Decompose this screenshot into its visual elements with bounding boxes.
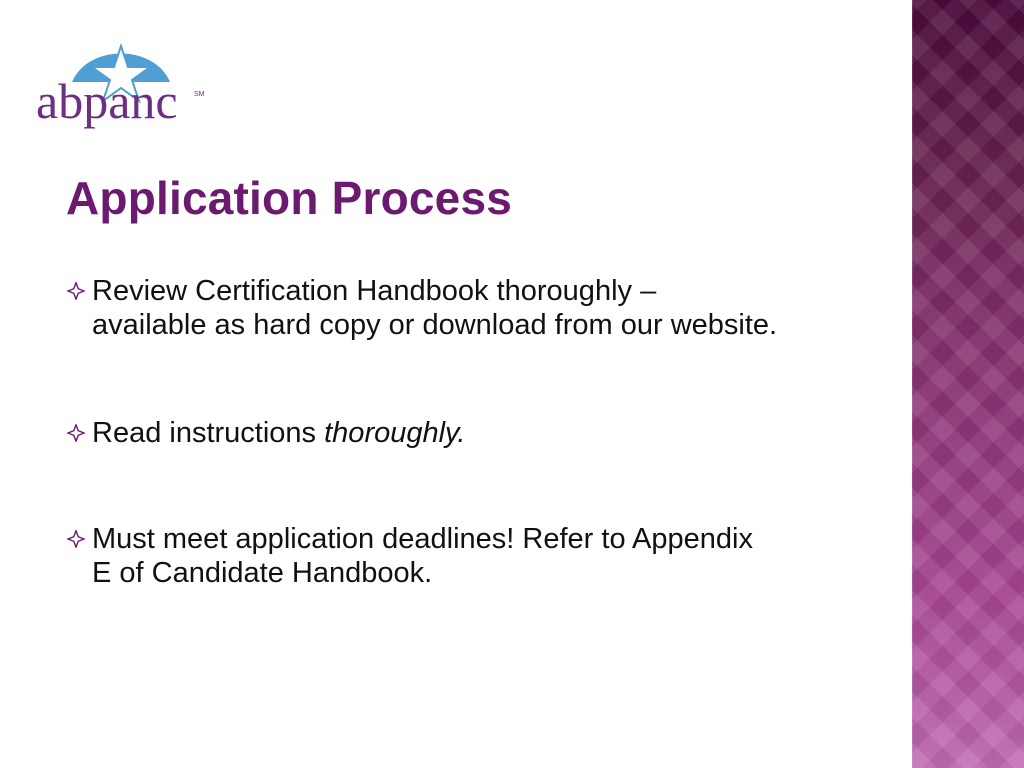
bullet-text bbox=[92, 274, 900, 342]
sparkle-diamond-icon bbox=[60, 524, 92, 556]
abpanc-logo bbox=[36, 34, 206, 134]
sparkle-diamond-icon bbox=[60, 276, 92, 308]
bullet-item-deadlines bbox=[60, 522, 900, 590]
bullet-text-emphasis: thoroughly. bbox=[324, 417, 466, 449]
logo-service-mark: SM bbox=[194, 91, 205, 98]
page-title: Application Process bbox=[66, 172, 513, 224]
bullet-item-review-handbook bbox=[60, 274, 900, 342]
bullet-text bbox=[92, 522, 900, 590]
bullet-item-read-instructions bbox=[60, 416, 900, 450]
sparkle-diamond-icon bbox=[60, 418, 92, 450]
bullet-line: available as hard copy or download from our website. bbox=[92, 309, 778, 341]
bullet-text-prefix: Read instructions bbox=[92, 417, 325, 449]
bullet-text bbox=[92, 416, 900, 450]
bullet-line: Review Certification Handbook thoroughly – bbox=[92, 275, 657, 307]
bullet-line: Must meet application deadlines! Refer to Appendix bbox=[92, 523, 753, 555]
logo-wordmark: abpanc bbox=[36, 73, 178, 129]
bullet-line: E of Candidate Handbook. bbox=[92, 557, 433, 589]
decorative-side-panel bbox=[912, 0, 1024, 768]
